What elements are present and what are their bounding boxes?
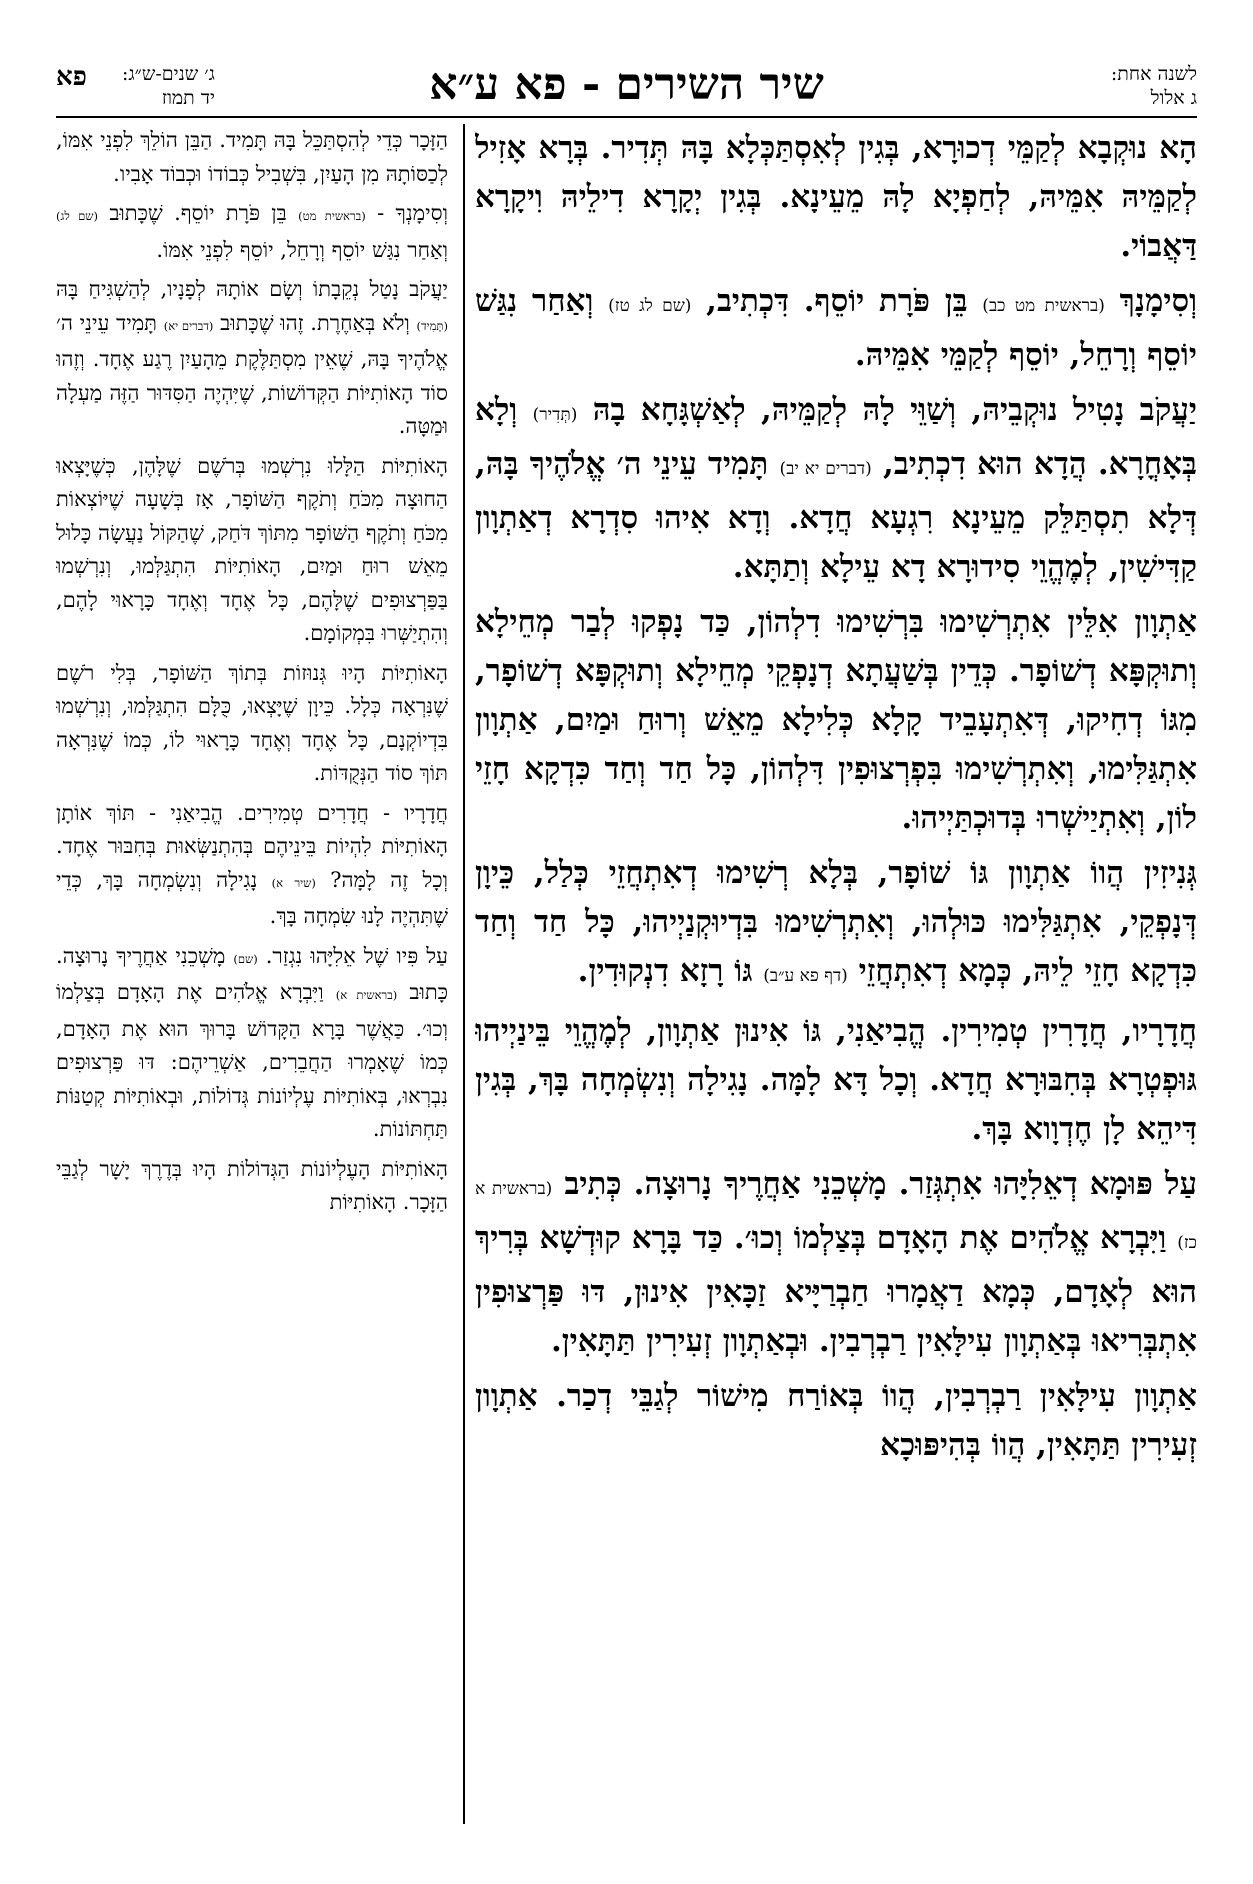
- header-schedule-block: [122, 62, 215, 110]
- page-header: [56, 58, 1197, 114]
- main-paragraph: [475, 849, 1197, 1001]
- main-text: בֵּן פֹּרָת יוֹסֵף. דִּכְתִיב,: [706, 283, 968, 319]
- main-text-column: [475, 124, 1197, 1824]
- translation-text: וְסִימָנְךָ -: [377, 201, 448, 225]
- main-text: אַתְוָון אִלֵּין אִתְרְשִׁימוּ בִּרְשִׁימוּ דִלְהוֹן, כַּד נָפְקוּ לְבַר מְחֵילָא וְתוּקְפָּא דְשׁוֹפָר. כְּדֵין בְּשַׁעֲתָא דְנָפְקֵי מְחֵילָא וְתוּקְפָּא דְשׁוֹפָר, מִגּוֹ דְחִיקוּ, דְּאִתְעָבֵיד קָלָא כְּלִילָא מֵאֵשׁ וְרוּחַ וּמַיִם, אַתְוָון אִתְגַּלִּימוּ, וְאִתְרְשִׁימוּ בִּפְרְצוּפִין דִּלְהוֹן, כָּל חַד וְחַד כִּדְקָא חָזֵי לוֹן, וְאִתְיַישְׁרוּ בְּדוּכְתַּיְיהוּ.: [475, 604, 1197, 836]
- source-reference: (שם לג טז): [608, 296, 692, 316]
- translation-paragraph: [56, 450, 448, 651]
- main-text: וְלָא בְּאָחֳרָא. הֲדָא הוּא דִכְתִיב,: [475, 392, 1197, 482]
- main-paragraph: [475, 1372, 1197, 1470]
- source-reference: (דברים יא): [163, 318, 214, 333]
- source-reference: (שם): [233, 951, 258, 966]
- source-reference: (דברים יא יב): [779, 459, 872, 479]
- translation-text: תָּמִיד עֵינֵי ה׳ אֱלֹהֶיךָ בָּהּ, שֶׁאֵין מִסְתַּלֶּקֶת מֵהָעַיִן רֶגַע אֶחָד. וְזֶהוּ סוֹד הָאוֹתִיּוֹת הַקְּדוֹשׁוֹת, שֶׁיִּהְיֶה הַסִּדּוּר הַזֶּה מַעְלָה וּמַטָּה.: [56, 310, 448, 438]
- source-reference: (בראשית מט כב): [982, 296, 1105, 316]
- translation-text: הָאוֹתִיּוֹת הָעֶלְיוֹנוֹת הַגְּדוֹלוֹת הָיוּ בְּדֶרֶךְ יָשָׁר לְגַבֵּי הַזָּכָר. הָאוֹתִיּוֹת: [56, 1156, 448, 1214]
- header-date-one-year: ג אלול: [1150, 87, 1197, 109]
- header-schedule-three-years: ג׳ שנים-ש״ג:: [122, 63, 215, 85]
- main-text: יַעֲקֹב נָטִיל נוּקְבֵיהּ, וְשַׁוֵּי לָהּ לְקַמֵּיהּ, לְאַשְׁגָּחָא בָהּ: [592, 392, 1197, 428]
- source-reference: (שיר א): [271, 875, 316, 890]
- column-divider: [463, 124, 465, 1824]
- main-paragraph: [475, 1007, 1197, 1154]
- translation-text: חֲדָרָיו - חֲדָרִים טְמִירִים. הֱבִיאַנִי - תּוֹךְ אוֹתָן הָאוֹתִיּוֹת לִהְיוֹת בֵּינֵיהֶם בְּהִתְנַשְּׂאוּת בְּחִבּוּר אֶחָד. וְכָל זֶה לָמָּה?: [56, 800, 448, 892]
- main-text: הָא נוּקְבָא לְקַמֵּי דְכוּרָא, בְּגִין לְאִסְתַּכְּלָא בָּהּ תְּדִיר. בְּרָא אָזִיל לְקַמֵּיהּ אִמֵּיהּ, לְחַפְיָא לָהּ מֵעֵינָא. בְּגִין יְקָרָא דִילֵיהּ וִיקָרָא דַּאֲבוֹי.: [475, 130, 1197, 264]
- page-reference: (דף פא ע״ב): [763, 966, 848, 986]
- main-text: חֲדָרָיו, חֲדָרִין טְמִירִין. הֱבִיאַנִי, גּוֹ אִינוּן אַתְוָון, לְמֶהֱוֵי בֵּינַיְיהוּ גּוּפְטְרָא בְּחִבּוּרָא חֲדָא. וְכָל דָּא לָמָּה. נָגִילָה וְנִשְׂמְחָה בָּךְ, בְּגִין דִּיהֵא לָן חֶדְוָוא בָּךְ.: [475, 1013, 1197, 1147]
- translation-text: הָאוֹתִיּוֹת הָיוּ גְּנוּזוֹת בְּתוֹךְ הַשּׁוֹפָר, בְּלִי רֹשֶׁם שֶׁנִּרְאָה כְּלָל. כֵּיוָן שֶׁיָּצְאוּ, כֻּלָּם הִתְגַּלְּמוּ, וְנִרְשְׁמוּ בִּדְיוֹקְנָם, כָּל אֶחָד וְאֶחָד כָּרָאוּי לוֹ, כְּמוֹ שֶׁנִּרְאָה תּוֹךְ סוֹד הַנְּקֻדּוֹת.: [56, 660, 448, 785]
- source-reference: (בראשית מט): [298, 209, 366, 223]
- translation-paragraph: [56, 797, 448, 934]
- main-paragraph: [475, 598, 1197, 843]
- page-title: שיר השירים - פא ע״א: [429, 59, 824, 110]
- main-paragraph: [475, 386, 1197, 592]
- translation-text: מָשְׁכֵנִי אַחֲרֶיךָ נָרוּצָה. כָּתוּב: [56, 943, 448, 1004]
- main-text: גּוֹ רָזָא דִנְקוּדִין.: [577, 953, 753, 989]
- translation-text: וַיִּבְרָא אֱלֹהִים אֶת הָאָדָם בְּצַלְמוֹ וְכוּ׳. כַּאֲשֶׁר בָּרָא הַקָּדוֹשׁ בָּרוּךְ הוּא אֶת הָאָדָם, כְּמוֹ שֶׁאָמְרוּ הַחֲבֵרִים, אַשְׁרֵיהֶם: דּוּ פַּרְצוּפִים נִבְרְאוּ, בְּאוֹתִיּוֹת עֶלְיוֹנוֹת גְּדוֹלוֹת, וּבְאוֹתִיּוֹת קְטַנּוֹת תַּחְתּוֹנוֹת.: [56, 980, 448, 1141]
- main-text: עַל פּוּמָא דְאֵלִיָּהוּ אִתְגְּזַר. מָשְׁכֵנִי אַחֲרֶיךָ נָרוּצָה. כְּתִיב: [564, 1166, 1197, 1202]
- translation-text: עַל פִּיו שֶׁל אֵלִיָּהוּ נִגְזַר.: [265, 943, 448, 968]
- main-paragraph: [475, 124, 1197, 271]
- source-reference: (בראשית א כז): [475, 1179, 1197, 1253]
- main-paragraph: [475, 277, 1197, 380]
- translation-text: הַזָּכָר כְּדֵי לְהִסְתַּכֵּל בָּהּ תָּמִיד. הַבֵּן הוֹלֵךְ לִפְנֵי אִמּוֹ, לְכַסּוֹתָהּ מִן הָעַיִן, בִּשְׁבִיל כְּבוֹדוֹ וּכְבוֹד אָבִיו.: [56, 128, 448, 186]
- translation-text: נָגִילָה וְנִשְׂמְחָה בָּךְ, כְּדֵי שֶׁתִּהְיֶה לָנוּ שִׂמְחָה בָּךְ.: [56, 867, 448, 928]
- main-text: תָּמִיד עֵינֵי ה׳ אֱלֹהֶיךָ בָּהּ, דְּלָא תִסְתַּלֵּק מֵעֵינָא רִגְעָא חֲדָא. וְדָא אִיהוּ סִדְרָא דְאַתְוָון קַדִּישִׁין, לְמֶהֱוֵי סִידוּרָא דָא עֵילָא וְתַתָּא.: [475, 446, 1197, 585]
- translation-paragraph: [56, 273, 448, 444]
- translation-paragraph: [56, 124, 448, 191]
- translation-text: וְאַחַר נִגַּשׁ יוֹסֵף וְרָחֵל, יוֹסֵף לִפְנֵי אִמּוֹ.: [156, 237, 448, 262]
- main-text: וְאַחַר נִגַּשׁ יוֹסֵף וְרָחֵל, יוֹסֵף לְקַמֵּי אִמֵּיהּ.: [475, 283, 1197, 373]
- main-paragraph: [475, 1160, 1197, 1366]
- translation-paragraph: [56, 197, 448, 267]
- source-reference: (תָּמִיד): [416, 318, 448, 333]
- source-reference: (שם לג): [56, 209, 98, 223]
- main-text: וַיִּבְרָא אֱלֹהִים אֶת הָאָדָם בְּצַלְמוֹ וְכוּ׳. כַּד בָּרָא קוּדְשָׁא בְּרִיךְ הוּא לְאָדָם, כְּמָא דַאֲמָרוּ חַבְרַיָּיא זַכָּאִין אִינוּן, דּוּ פַּרְצוּפִין אִתְבְּרִיאוּ בְּאַתְוָון עִילָּאִין רַבְרְבִין. וּבְאַתְוָון זְעִירִין תַּתָּאִין.: [475, 1220, 1197, 1359]
- source-reference: (בראשית א): [335, 988, 398, 1002]
- header-schedule-one-year: לשנה אחת:: [1110, 63, 1197, 85]
- folio-number: פא: [56, 62, 87, 92]
- main-text: גְּנִיזִין הֲווֹ אַתְוָון גּוֹ שׁוֹפָר, בְּלָא רְשִׁימוּ דְאִתְחֲזֵי כְּלַל, כֵּיוָן דְּנָפְקֵי, אִתְגַּלִּימוּ כּוּלְהוּ, וְאִתְרְשִׁימוּ בִּדְיוּקְנַיְיהוּ, כָּל חַד וְחַד כִּדְקָא חָזֵי לֵיהּ, כְּמָא דְאִתְחֲזֵי: [475, 855, 1197, 989]
- header-rule: [56, 116, 1197, 118]
- translation-paragraph: [56, 940, 448, 1147]
- header-date-three-years: יד תמוז: [161, 87, 215, 109]
- source-reference: (תְּדִיר): [532, 405, 578, 425]
- translation-text: יַעֲקֹב נָטַל נְקֵבָתוֹ וְשָׂם אוֹתָהּ לְפָנָיו, לְהַשְׁגִּיחַ בָּהּ: [56, 277, 448, 301]
- translation-paragraph: [56, 657, 448, 791]
- translation-text: הָאוֹתִיּוֹת הַלָּלוּ נִרְשְׁמוּ בְּרֹשֶׁם שֶׁלָּהֶן, כְּשֶׁיָּצְאוּ הַחוּצָה מִכֹּחַ וְתֹקֶף הַשּׁוֹפָר, אָז בְּשָׁעָה שֶׁיּוֹצְאוֹת מִכֹּחַ וְתֹקֶף הַשּׁוֹפָר מִתּוֹךְ דֹּחַק, שֶׁהַקּוֹל נַעֲשָׂה כָּלוּל מֵאֵשׁ רוּחַ וּמַיִם, הָאוֹתִיּוֹת הִתְגַּלְּמוּ, וְנִרְשְׁמוּ בַּפַּרְצוּפִים שֶׁלָּהֶם, כָּל אֶחָד וְאֶחָד כָּרָאוּי לָהֶם, וְהִתְיַשְּׁרוּ בִּמְקוֹמָם.: [56, 453, 448, 645]
- translation-paragraph: [56, 1153, 448, 1220]
- translation-text: בֵּן פֹּרָת יוֹסֵף. שֶׁכָּתוּב: [109, 201, 287, 225]
- translation-text: וְלֹא בְּאַחֶרֶת. זֶהוּ שֶׁכָּתוּב: [220, 310, 410, 335]
- translation-column: [56, 124, 448, 1824]
- main-text: אַתְוָון עִילָּאִין רַבְרְבִין, הֲווֹ בְּאוֹרַח מִישׁוֹר לְגַבֵּי דְכַר. אַתְוָון זְעִירִין תַּתָּאִין, הֲווֹ בְּהִיפּוּכָא: [475, 1378, 1197, 1463]
- main-text: וְסִימָנָךְ: [1119, 283, 1197, 319]
